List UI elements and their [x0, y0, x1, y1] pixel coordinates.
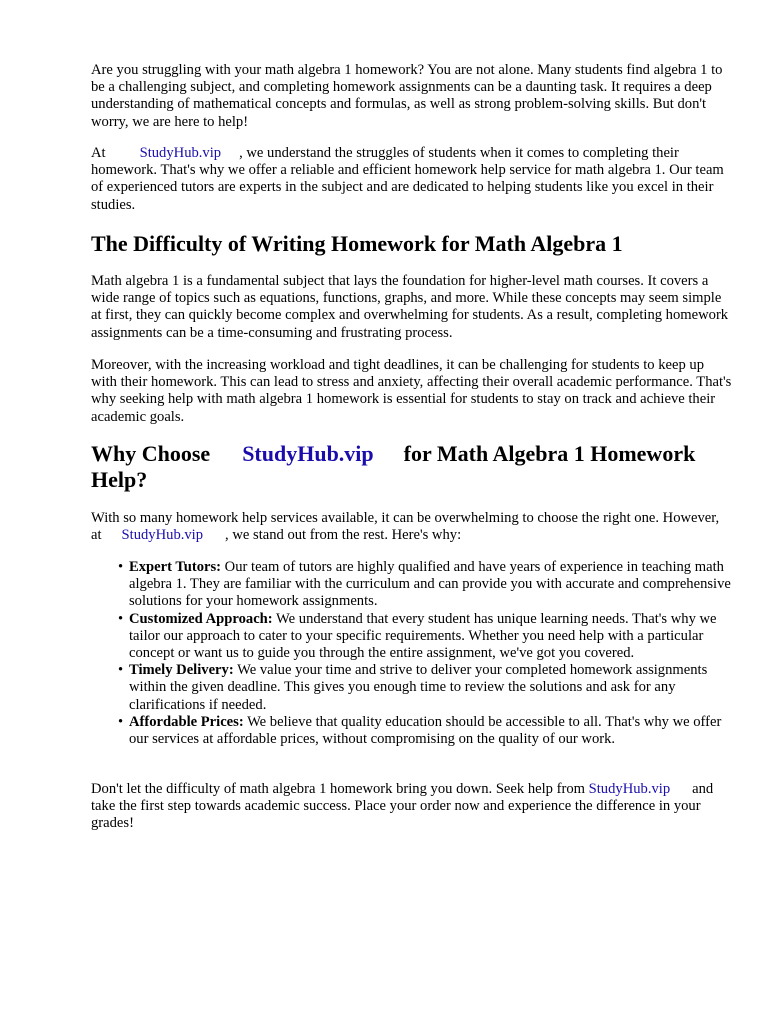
feature-text: We understand that every student has unique learning needs. That's why we tailor our approach to cater to your specific requirements. Whether you need help with a particular concept or want us to guide you through the entire assignment, we've got you covered. — [129, 610, 717, 662]
intro-paragraph-block — [91, 62, 733, 131]
feature-item-timely-delivery — [91, 662, 733, 714]
section2-heading-prefix: Why Choose — [91, 441, 211, 466]
features-list — [91, 559, 733, 748]
feature-text: We believe that quality education should be accessible to all. That's why we offer our services at affordable prices, without compromising on the quality of our work. — [129, 713, 722, 748]
feature-title: Expert Tutors: — [129, 559, 222, 575]
about-prefix: At — [91, 145, 106, 161]
section1-paragraph-1: Math algebra 1 is a fundamental subject that lays the foundation for higher-level math courses. It covers a wide range of topics such as equations, functions, graphs, and more. While these concepts may seem simple at first, they can quickly become complex and overwhelming for students. As a result, completing homework assignments can be a time-consuming and frustrating process. — [91, 273, 729, 341]
studyhub-link-closing[interactable]: StudyHub.vip — [588, 781, 671, 797]
section1-heading-block — [91, 231, 733, 257]
bullet-icon: • — [118, 559, 124, 575]
section2-intro-text-1: With so many homework help services available, it can be overwhelming to choose the right one. However, at — [91, 510, 720, 544]
closing-paragraph-block — [91, 781, 733, 833]
studyhub-link-about[interactable]: StudyHub.vip — [139, 145, 222, 161]
features-list-block — [91, 559, 733, 748]
section2-intro-paragraph — [91, 510, 733, 544]
closing-paragraph — [91, 781, 733, 833]
feature-title: Timely Delivery: — [129, 662, 234, 679]
about-paragraph-block — [91, 145, 733, 214]
bullet-icon: • — [118, 713, 124, 730]
feature-item-customized-approach — [91, 611, 733, 663]
section1-para2-block — [91, 357, 733, 426]
section1-paragraph-2: Moreover, with the increasing workload and tight deadlines, it can be challenging for students to keep up with their homework. This can lead to stress and anxiety, affecting their overall academic performance. That's why seeking help with math algebra 1 homework is essential for students to stay on track and achieve their academic goals. — [91, 357, 732, 425]
closing-prefix: Don't let the difficulty of math algebra 1 homework bring you down. Seek help from — [91, 781, 585, 797]
bullet-icon: • — [118, 610, 124, 627]
feature-item-affordable-prices — [91, 714, 733, 748]
studyhub-link-intro[interactable]: StudyHub.vip — [121, 527, 204, 544]
section2-intro-block — [91, 510, 733, 544]
feature-title: Customized Approach: — [129, 610, 273, 627]
section1-para1-block — [91, 273, 733, 342]
about-paragraph — [91, 145, 733, 214]
section2-heading-block — [91, 441, 733, 493]
section2-heading-suffix: for Math Algebra 1 Homework Help? — [91, 441, 696, 492]
feature-item-expert-tutors — [91, 559, 733, 611]
feature-title: Affordable Prices: — [129, 713, 244, 730]
studyhub-link-heading[interactable]: StudyHub.vip — [242, 441, 374, 466]
section2-intro-text-2: , we stand out from the rest. Here's why: — [225, 527, 462, 544]
closing-suffix: and take the first step towards academic success. Place your order now and experience the difference in your grades! — [91, 781, 714, 832]
feature-text: We value your time and strive to deliver your completed homework assignments within the given deadline. This gives you enough time to review the solutions and ask for any clarifications if needed. — [129, 662, 708, 713]
about-suffix: , we understand the struggles of students when it comes to completing their homework. That's why we offer a reliable and efficient homework help service for math algebra 1. Our team of experienced tutors are experts in the subject and are dedicated to helping students like you excel in their studies. — [91, 145, 724, 213]
intro-paragraph: Are you struggling with your math algebra 1 homework? You are not alone. Many students find algebra 1 to be a challenging subject, and completing homework assignments can be a daunting task. It requires a deep understanding of mathematical concepts and formulas, as well as strong problem-solving skills. But don't worry, we are here to help! — [91, 62, 723, 130]
bullet-icon: • — [118, 662, 124, 679]
section1-heading: The Difficulty of Writing Homework for Math Algebra 1 — [91, 231, 623, 256]
feature-text: Our team of tutors are highly qualified and have years of experience in teaching math algebra 1. They are familiar with the curriculum and can provide you with accurate and comprehensive solutions for your homework assignments. — [129, 559, 731, 610]
section2-heading — [91, 441, 733, 493]
